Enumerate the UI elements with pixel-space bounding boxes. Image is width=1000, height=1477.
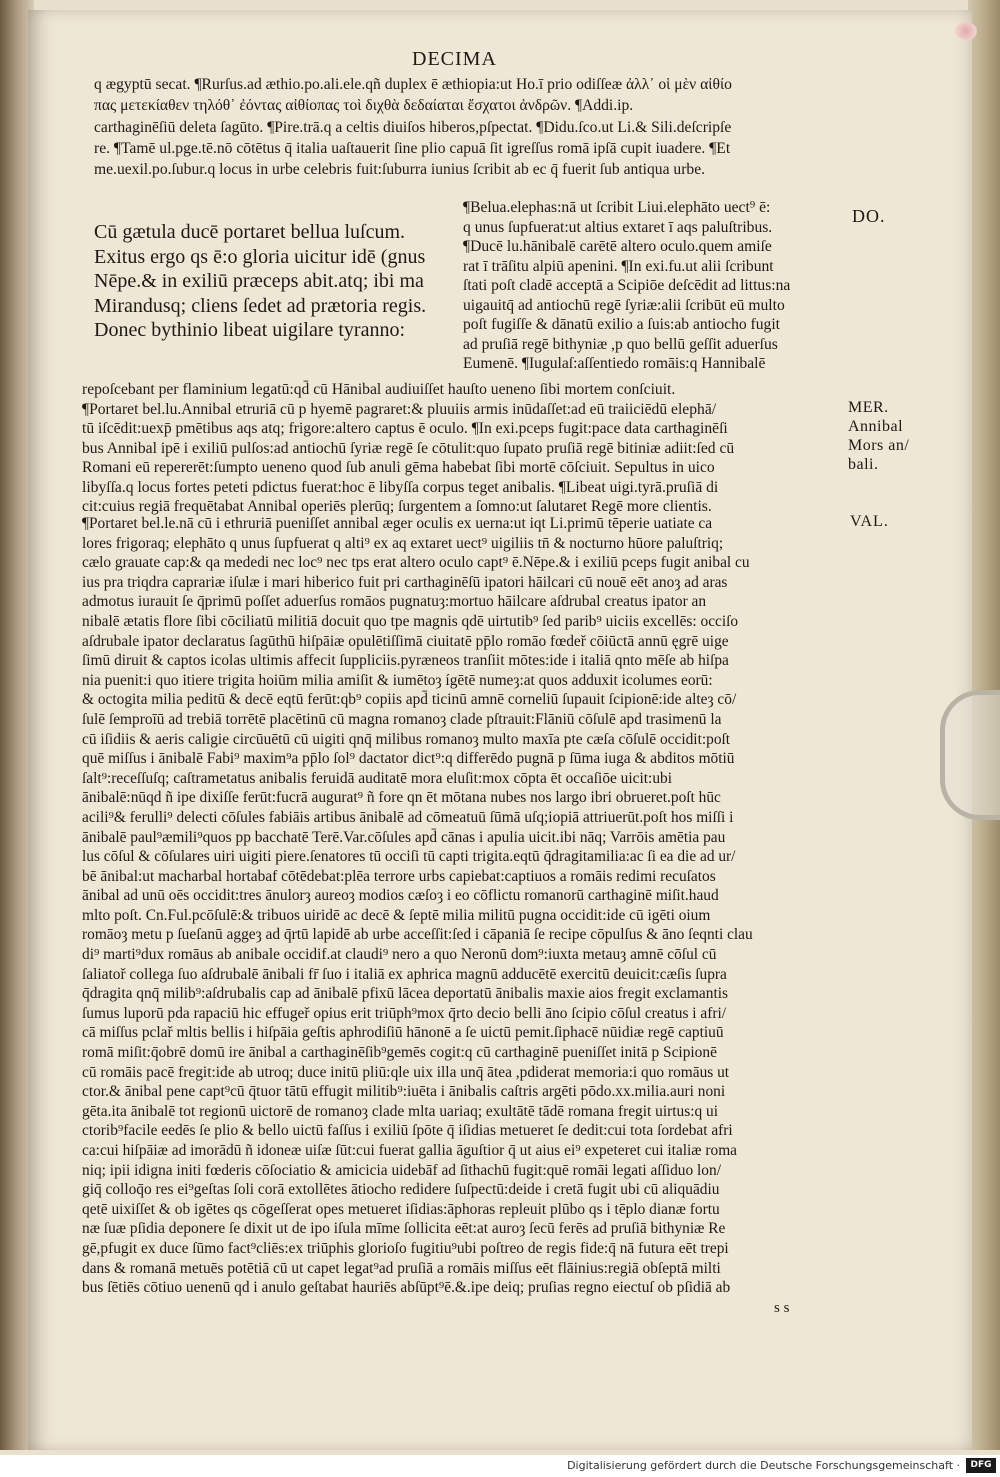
- text-line: cælo grauate cap:& qa mededi nec loc⁹ nec tps erat altero oculo capt⁹ ē.Nēpe.& i exiliū pceps fugit anibal cu: [82, 554, 750, 572]
- text-line: ad pruſiā regē bithyniæ ,p quo bellū geſſit aduerſus: [463, 335, 778, 353]
- margin-note-val: VAL.: [850, 513, 889, 530]
- text-line: repoſcebant per flaminium legatū:qd̄ cū Hānibal audiuiſſet hauſto ueneno ſibi mortem conſciuit.: [82, 381, 676, 398]
- top-commentary-block: [94, 74, 839, 180]
- text-line: cū iſidiis & aeris caligie circūuētū cū uigiti qnq̄ milibus romanoȝ multo maxīa pte cæſa cōſulē occidit:poſt: [82, 730, 731, 748]
- dfg-logo: DFG: [966, 1458, 996, 1473]
- text-line: ius pra triqdra caprariæ iſulæ i mari hiberico fuit pri carthaginēſū ipatori hāilcari cū nouē eēt anoȝ ad aras: [82, 573, 728, 591]
- text-line: lores frigoraq; elephāto q unus ſupfuerat q alti⁹ ex aq extaret uect⁹ uigiliis tn̄ & nocturno hūore paluſtriq;: [82, 534, 724, 552]
- text-line: ¶Portaret bel.le.nā cū i ethruriā pueniſſet annibal æger oculis ex uerna:ut iqt Li.primū tēperie uatiate ca: [82, 515, 713, 532]
- text-line: ctor.& ānibal pene capt⁹cū q̄tuor tātū effugit militib⁹:iuēta i ānibalis caſtris argēti pōdo.xx.milia.auri noni: [82, 1083, 726, 1101]
- text-line: di⁹ marti⁹dux romāus ab anibale occidif.at claudi⁹ nero a quo Neronū dom⁹:iuxta metauȝ amnē cōſul cū: [82, 946, 717, 964]
- text-line: qetē uixiſſet & ob igētes qs cōgeſſerat opes metueret iſidias:āphoras repleuit plūbo qs i tēplo dianæ fortu: [82, 1200, 720, 1218]
- text-line: Romani eū repererēt:ſumpto ueneno quod ſub anuli gēma habebat ſibi mortē cōſciuit. Sepultus in uico: [82, 459, 715, 476]
- margin-note-do: DO.: [852, 206, 886, 226]
- text-line: nibalē ætatis flore ſibi cōciliatū militiā docuit quo tpe magnis qdē uirtutib⁹ ſed parib⁹ uiciis excellēs: occiſo: [82, 612, 739, 630]
- text-line: re. ¶Tamē ul.pge.tē.nō cōtētus q̄ italia uaſtauerit ſine plio capuā ſit igreſſus romā ipſā cupit iuadere. ¶Et: [94, 139, 731, 157]
- text-line: rat ī trāſitu alpiū apenini. ¶In exi.fu.ut alii ſcribunt: [463, 257, 774, 275]
- text-line: tū iſcēdit:uexp̄ pmētibus aqs atq; frigore:altero captus ē oculo. ¶In exi.pceps fugit:pace data carthaginēſi: [82, 420, 728, 437]
- text-line: ¶Portaret bel.lu.Annibal etruriā cū p hyemē pagraret:& pluuiis armis inūdaſſet:ad eū traiiciēdū elephā/: [82, 400, 717, 418]
- margin-note-mer: [848, 398, 909, 474]
- text-line: næ ſuæ pſidia deponere ſe dixit ut de ipo iſula mīme ſollicita eēt:at auroȝ ſecū ferēs ad pruſiā bithyniæ Re: [82, 1220, 726, 1238]
- text-line: me.uexil.po.ſubur.q locus in urbe celebris fuit:ſuburra iunius ſcribit ab ec q̄ fuerit ſub antiqua urbe.: [94, 161, 706, 179]
- library-stamp: [955, 22, 977, 40]
- text-line: ſumus luporū pda rapaciū hic effugeř opius erit triūph⁹mox q̄rto decio belli āno ſcipio cōſul creatus i afri/: [82, 1004, 727, 1022]
- text-line: cū romāis pacē fregit:ide ab utroq; duce initū pliū:qle uix illa unq̄ ātea ,pdiderat memoria:i quo romāus ut: [82, 1063, 730, 1081]
- text-line: acili⁹& ferulli⁹ delecti cōſules fabiāis artibus ānibalē ad cōmeatuū ſūmā uſq;iopiā attriuerūt.poſt hos miſſi i: [82, 808, 734, 826]
- text-line: ſaliatoř collega ſuo aſdrubalē ānibali fr̄ ſuo i italiā ex aphrica magnū adducētē exercitū deuicit:cæſis ſupra: [82, 965, 727, 983]
- margin-note-line: bali.: [848, 456, 879, 473]
- text-line: ſtati poſt cladē acceptā a Scipiōe deſcēdit ad littus:na: [463, 277, 791, 294]
- footer-credit: Digitalisierung gefördert durch die Deutsche Forschungsgemeinschaft ·: [567, 1459, 960, 1472]
- margin-note-line: Annibal: [848, 418, 904, 435]
- text-line: ānibal ad unū oēs occidit:tres ānulorȝ aureoȝ modios cæſoȝ i eo cōflictu romanorū carthaginē miſit.haud: [82, 887, 719, 905]
- verse-notes-block: [463, 198, 841, 374]
- text-line: ca:cui hiſpāiæ ad imorādū ñ idoneæ uiſæ ſūt:cui fuerat gallia āguſtior q̄ ut aius ei⁹ expeteret cui italiæ roma: [82, 1142, 738, 1159]
- text-line: poſt fugiſſe & dānatū exilio a ſuis:ab antiocho fugit: [463, 316, 781, 333]
- text-line: ānibalē paul⁹æmili⁹quos pp bacchatē Terē.Var.cōſules apd̄ cānas i apulia uicit.ibi nāq; Varrōis amētia pau: [82, 828, 726, 846]
- text-line: Eumenē. ¶Iugulaſ:aſſentiedo romāis:q Hannibalē: [463, 355, 766, 372]
- text-line: & octogita milia peditū & decē eqtū ferūt:qb⁹ copiis apd̄ ticinū amnē corneliū ſupauit ſcipionē:ide alteȝ cō/: [82, 691, 737, 709]
- text-line: πας μετεκίαθεν τηλόθ᾽ ἐόντας αἰθίοπας τοὶ διχθὰ δεδαίαται ἔσχατοι ἀνδρῶν. ¶Addi.ip.: [94, 97, 634, 115]
- text-line: ſimū diruit & captos icolas ultimis affecit ſuppliciis.pyræneos tranſiit mōtes:ide i italiā qnto mēſe ab hiſpa: [82, 652, 729, 670]
- text-line: ¶Ducē lu.hānibalē carētē altero oculo.quem amiſe: [463, 238, 772, 255]
- text-line: q̄dragita qnq̄ milib⁹:aſdrubalis cap ad ānibalē pfixū lācea deportatū ānibalis maxie aios fregit exclamantis: [82, 985, 728, 1003]
- text-line: ſalt⁹:receſſuſq; caſtrametatus anibalis feruidā auditatē mora eluſit:mox cōpta ēt occaſiōe uicit:ubi: [82, 769, 672, 787]
- text-line: romāoȝ metu p ſueſanū aggeȝ ad q̄rtū lapidē ab urbe acceſſit:ſed i cāpaniā ſe recipe cōpulſus & āno ſeqnti clau: [82, 926, 753, 944]
- text-line: nia puenit:i quo itiere trigita hoiūm milia amiſit & iumētoȝ ígētē numeȝ:at quos adduxit icolumes eorū:: [82, 671, 713, 689]
- text-line: libyſſa.q locus fortes peteti pdictus fuerat:hoc ē libyſſa corpus teget anibalis. ¶Libeat uigi.tyrā.pruſiā di: [82, 478, 719, 496]
- text-line: ſulē ſemproīū ad trebiā torrētē placētinū cū magna romanoȝ clade pſtrauit:Flāniū cōſulē apd trasimenū la: [82, 710, 722, 728]
- verse-block: [94, 220, 459, 343]
- text-line: bē ānibal:ut macharbal hortabaf cōtēdebat:plēa terrore urbs capiebat:captiuos a romāis redimi recuſatos: [82, 867, 716, 885]
- text-line: q ægyptū secat. ¶Rurſus.ad æthio.po.ali.ele.qñ duplex ē æthiopia:ut Ho.ī prio odiſſeæ ἀλλ᾽ οἱ μὲν αἰθίο: [94, 76, 732, 93]
- running-head: DECIMA: [412, 48, 497, 70]
- text-line: carthaginēſiū deleta ſagūto. ¶Pire.trā.q a celtis diuiſos hiberos,pſpectat. ¶Didu.ſco.ut Li.& Sili.deſcripſe: [94, 118, 732, 136]
- text-line: quē miſſus i ānibalē Fabi⁹ maxim⁹a pp̄lo ſol⁹ dactator dict⁹:q differēdo pugnā p ſūma iuga & abditos mōtiū: [82, 750, 735, 768]
- text-line: niq; ipii idigna initi fœderis cōſociatio & amicicia uidebāf ad ſithachū fugit:quē romāi legati aſſiduo lon/: [82, 1161, 721, 1179]
- verse-line: Nēpe.& in exiliū præceps abit.atq; ibi ma: [94, 270, 424, 292]
- text-line: ānibalē:nūqd ñ ipe dixiſſe ferūt:fucrā augurat⁹ ñ fore qn ēt mōtana nubes nos largo ibri obrueret.poſt hūc: [82, 789, 721, 807]
- commentary-block-b: [82, 514, 840, 1298]
- text-line: cit:cuius regiā frequētabat Annibal operiēs plerūq; ſurgentem a ſomno:ut ſalutaret Regē more clientis.: [82, 498, 712, 515]
- page-clip: [940, 690, 1000, 820]
- text-line: cā miſſus pclař mltis bellis i hiſpāia geſtis aphrodiſiū hānonē a ſe uictū pemit.ſiphacē nūidiæ regē captiuū: [82, 1024, 724, 1042]
- text-line: gē,pfugit ex duce ſūmo fact⁹cliēs:ex triūphis glorioſo fugitiu⁹ubi poſtreo de regis fide:q̄ nā futura eēt trepi: [82, 1239, 729, 1257]
- signature-mark: s s: [774, 1300, 790, 1316]
- text-line: ctorib⁹facile eedēs ſe plio & bello uictū faſſus i exiliū ſpōte q̄ iſidias metueret ſe dedit:cui tota ſordebat afri: [82, 1122, 733, 1140]
- verse-line: Donec bythinio libeat uigilare tyranno:: [94, 319, 406, 341]
- text-line: bus ſētiēs cōtiuo uenenū qd i anulo geſtabat hauriēs abſūpt⁹ē.&.ipe deiq; pruſias regno eiectuſ ob pſidiā ab: [82, 1279, 731, 1297]
- text-line: ¶Belua.elephas:nā ut ſcribit Liui.elephāto uect⁹ ē:: [463, 199, 771, 216]
- text-line: giq̄ colloq̄o res ei⁹geſtas ſoli corā extollētes ātiocho redidere ſuſpectū:deide i cretā fugit ubi cū aliquādiu: [82, 1181, 720, 1199]
- text-line: romā miſit:q̄obrē domū ire ānibal a carthaginēſib⁹gemēs cogit:q cū carthaginē pueniſſet initā p Scipionē: [82, 1044, 717, 1062]
- text-line: mlto poſt. Cn.Ful.pcōſulē:& tribuos uiridē ac decē & ſeptē milia militū pugna occidit:ide cū igēti oium: [82, 906, 711, 924]
- verse-line: Cū gætula ducē portaret bellua luſcum.: [94, 221, 406, 243]
- margin-note-line: Mors an/: [848, 437, 910, 454]
- commentary-block-a: [82, 380, 840, 517]
- text-line: admotus iurauit ſe q̄primū poſſet aduerſus romāos pugnatuȝ:mortuo hāilcare aſdrubal creatus ipator an: [82, 593, 707, 611]
- text-line: lus cōſul & cōſulares uiri uigiti piere.ſenatores tū occiſi tū capti trigita.eqtū q̄dragitamilia:ac ſi ea die ad ur/: [82, 848, 736, 866]
- verse-line: Exitus ergo qs ē:o gloria uicitur idē (gnus: [94, 245, 426, 268]
- text-line: bus Annibal ipē i exiliū pulſos:ad antiochū ſyriæ regē ſe cōtulit:quo ſupato pruſiā regē bitiniæ adiit:ſed cū: [82, 439, 735, 457]
- text-line: aſdrubale ipator declaratus ſagūthū hiſpāiæ opulētiſſimā ciuitatē pp̄lo romāo fœdeř cōiūctā annū ęgrē uige: [82, 632, 729, 650]
- text-line: uigauitq̄ ad antiochū regē ſyriæ:alii ſcribūt eū multo: [463, 296, 785, 314]
- text-line: q unus ſupfuerat:ut altius extaret ī aqs paluſtribus.: [463, 218, 773, 236]
- text-line: dans & romanā metuēs potētiā cū ut capet legat⁹ad pruſiā a romāis miſſus eēt flāinius:regiā obſeptā milti: [82, 1259, 721, 1277]
- verse-line: Mirandusq; cliens ſedet ad prætoria regis.: [94, 294, 427, 317]
- margin-label-mer: MER.: [848, 399, 889, 416]
- footer-bar: [0, 1455, 1000, 1477]
- text-line: gēta.ita ānibalē tot regionū uictorē de romanoȝ clade mlta uariaq; exultātē tādē romana fregit uirtus:q ui: [82, 1102, 718, 1120]
